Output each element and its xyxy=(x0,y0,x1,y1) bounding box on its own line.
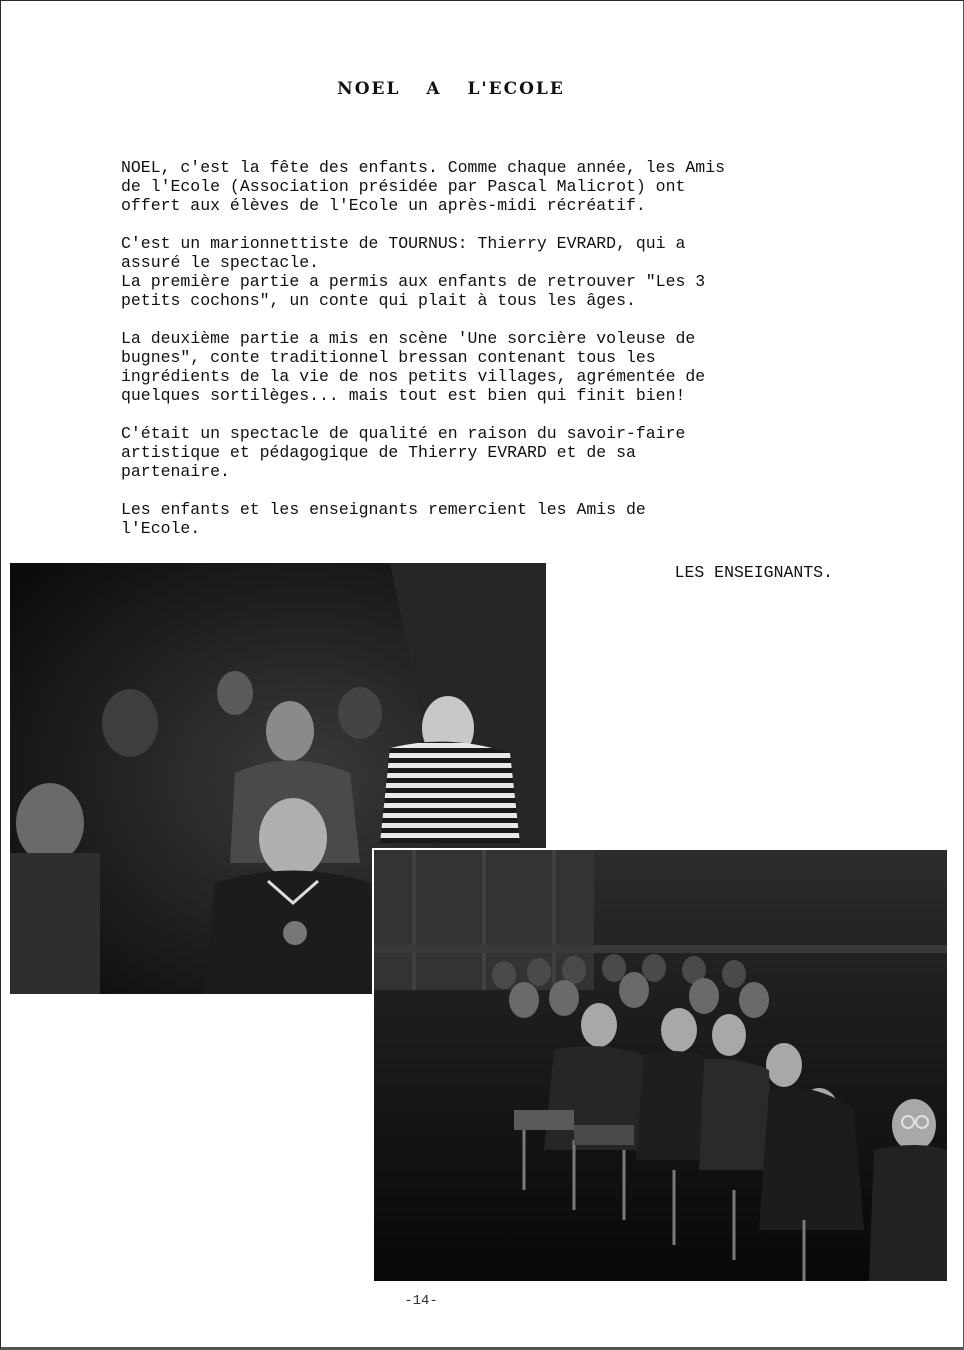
text-line: NOEL, c'est la fête des enfants. Comme chaque année, les Amis xyxy=(121,158,725,177)
text-line: C'est un marionnettiste de TOURNUS: Thierry EVRARD, qui a xyxy=(121,234,686,253)
text-line: La première partie a permis aux enfants de retrouver "Les 3 xyxy=(121,272,706,291)
signature: LES ENSEIGNANTS. xyxy=(674,563,833,582)
article-body xyxy=(121,158,837,557)
paragraph-performer xyxy=(121,234,837,310)
text-line: Les enfants et les enseignants remercient les Amis de xyxy=(121,500,646,519)
text-line: offert aux élèves de l'Ecole un après-midi récréatif. xyxy=(121,196,646,215)
text-line: artistique et pédagogique de Thierry EVRARD et de sa xyxy=(121,443,636,462)
page-number: -14- xyxy=(404,1293,438,1309)
text-line: C'était un spectacle de qualité en raison du savoir-faire xyxy=(121,424,686,443)
paragraph-second-part xyxy=(121,329,837,405)
paragraph-intro xyxy=(121,158,837,215)
text-line: La deuxième partie a mis en scène 'Une sorcière voleuse de xyxy=(121,329,696,348)
text-line: quelques sortilèges... mais tout est bien qui finit bien! xyxy=(121,386,686,405)
photo-audience xyxy=(372,848,947,1281)
text-line: ingrédients de la vie de nos petits villages, agrémentée de xyxy=(121,367,706,386)
paragraph-thanks xyxy=(121,500,837,538)
paragraph-quality xyxy=(121,424,837,481)
text-line: partenaire. xyxy=(121,462,230,481)
page-title: NOEL A L'ECOLE xyxy=(337,79,565,99)
text-line: de l'Ecole (Association présidée par Pascal Malicrot) ont xyxy=(121,177,686,196)
text-line: l'Ecole. xyxy=(121,519,201,538)
text-line: assuré le spectacle. xyxy=(121,253,320,272)
text-line: bugnes", conte traditionnel bressan contenant tous les xyxy=(121,348,656,367)
text-line: petits cochons", un conte qui plait à tous les âges. xyxy=(121,291,636,310)
